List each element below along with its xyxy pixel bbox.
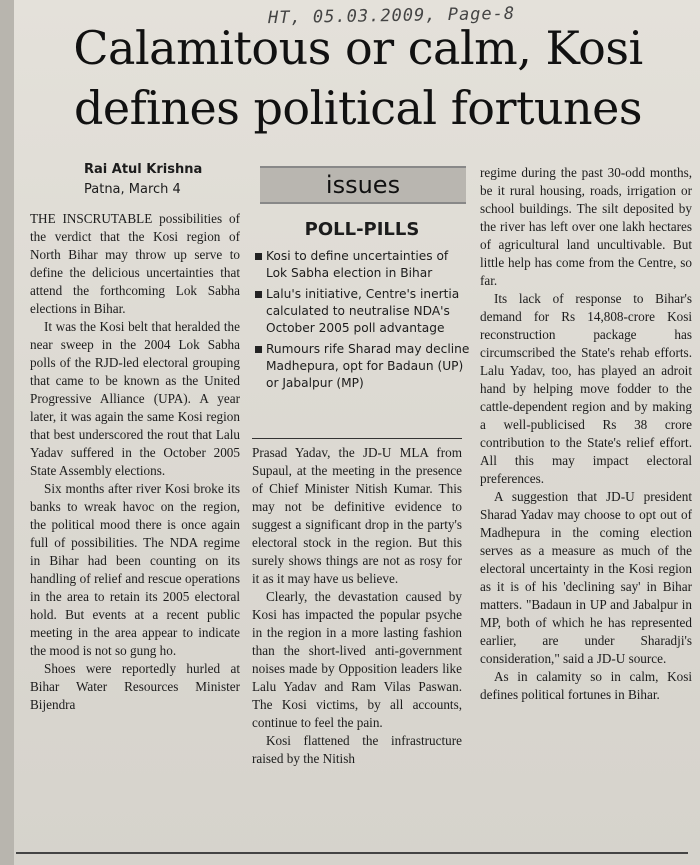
byline (84, 160, 202, 200)
dateline: Patna, March 4 (84, 182, 181, 197)
poll-pills-box (252, 218, 472, 396)
paragraph: Shoes were reportedly hurled at Bihar Water Resources Minister Bijendra (30, 661, 240, 712)
article-column-1 (30, 210, 240, 848)
list-item: Kosi to define uncertainties of Lok Sabha election in Bihar (252, 248, 472, 282)
bottom-rule (16, 852, 688, 854)
paragraph: Prasad Yadav, the JD-U MLA from Supaul, at the meeting in the presence of Chief Minister Nitish Kumar. This may not be definitive evidence to suggest a significant drop in the party's electoral stock in the region. But this surely shows things are not as rosy for it as it may have us believe. (252, 445, 462, 586)
paragraph: THE INSCRUTABLE possibilities of the verdict that the Kosi region of North Bihar may throw up serve to define the delicious uncertainties that attend the forthcoming Lok Sabha elections in Bihar. (30, 211, 240, 316)
box-divider (252, 438, 462, 439)
paragraph: Clearly, the devastation caused by Kosi has impacted the popular psyche in the region in a more lasting fashion than the short-lived anti-government noises made by Opposition leaders like Lalu Yadav and Ram Vilas Paswan. The Kosi victims, by all accounts, continue to feel the pain. (252, 589, 462, 730)
section-tag: issues (260, 166, 466, 204)
paragraph: Kosi flattened the infrastructure raised by the Nitish (252, 733, 462, 766)
page-fold-shadow (0, 0, 14, 865)
list-item: Lalu's initiative, Centre's inertia calculated to neutralise NDA's October 2005 poll advantage (252, 286, 472, 337)
author-name: Rai Atul Krishna (84, 162, 203, 177)
paragraph: Its lack of response to Bihar's demand for Rs 14,808-crore Kosi reconstruction package has circumscribed the State's rehab efforts. Lalu Yadav, too, has played an adroit hand by helping move fodder to the cattle-dependent region and by making a well-publicised Rs 38 crore contribution to the State's relief effort. All this may impact electoral preferences. (480, 291, 692, 486)
paragraph: A suggestion that JD-U president Sharad Yadav may choose to opt out of Madhepura in the coming election serves as a measure as much of the electoral uncertainty in the Kosi region as it is of his 'declining say' in Bihar matters. "Badaun in UP and Jabalpur in MP, both of which he has represented earlier, are under Sharadji's consideration," said a JD-U source. (480, 489, 692, 666)
poll-pills-title: POLL-PILLS (304, 219, 420, 240)
poll-pills-list (252, 248, 472, 392)
headline: Calamitous or calm, Kosi defines political fortunes (73, 21, 643, 135)
article-column-3 (480, 164, 692, 848)
paragraph: It was the Kosi belt that heralded the near sweep in the 2004 Lok Sabha polls of the RJD-led electoral grouping that came to be known as the United Progressive Alliance (UPA). A year later, it was again the same Kosi region that best underscored the rout that Lalu Yadav suffered in the October 2005 State Assembly elections. (30, 319, 240, 478)
list-item: Rumours rife Sharad may decline Madhepura, opt for Badaun (UP) or Jabalpur (MP) (252, 341, 472, 392)
paragraph: regime during the past 30-odd months, be it rural housing, roads, irrigation or school buildings. The silt deposited by the river has left over one lakh hectares of agricultural land uncultivable. But little help has come from the Centre, so far. (480, 165, 692, 288)
paragraph: Six months after river Kosi broke its banks to wreak havoc on the region, the political mood there is once again full of possibilities. The NDA regime in Bihar had been counting on its handling of relief and rescue operations in the area to retain its 2005 electoral hold. But events at a recent public meeting in the area appear to indicate the mood is not so gung ho. (30, 481, 240, 658)
article-column-2 (252, 444, 462, 844)
paragraph: As in calamity so in calm, Kosi defines political fortunes in Bihar. (480, 669, 692, 702)
handwritten-note: HT, 05.03.2009, Page-8 (267, 3, 516, 29)
